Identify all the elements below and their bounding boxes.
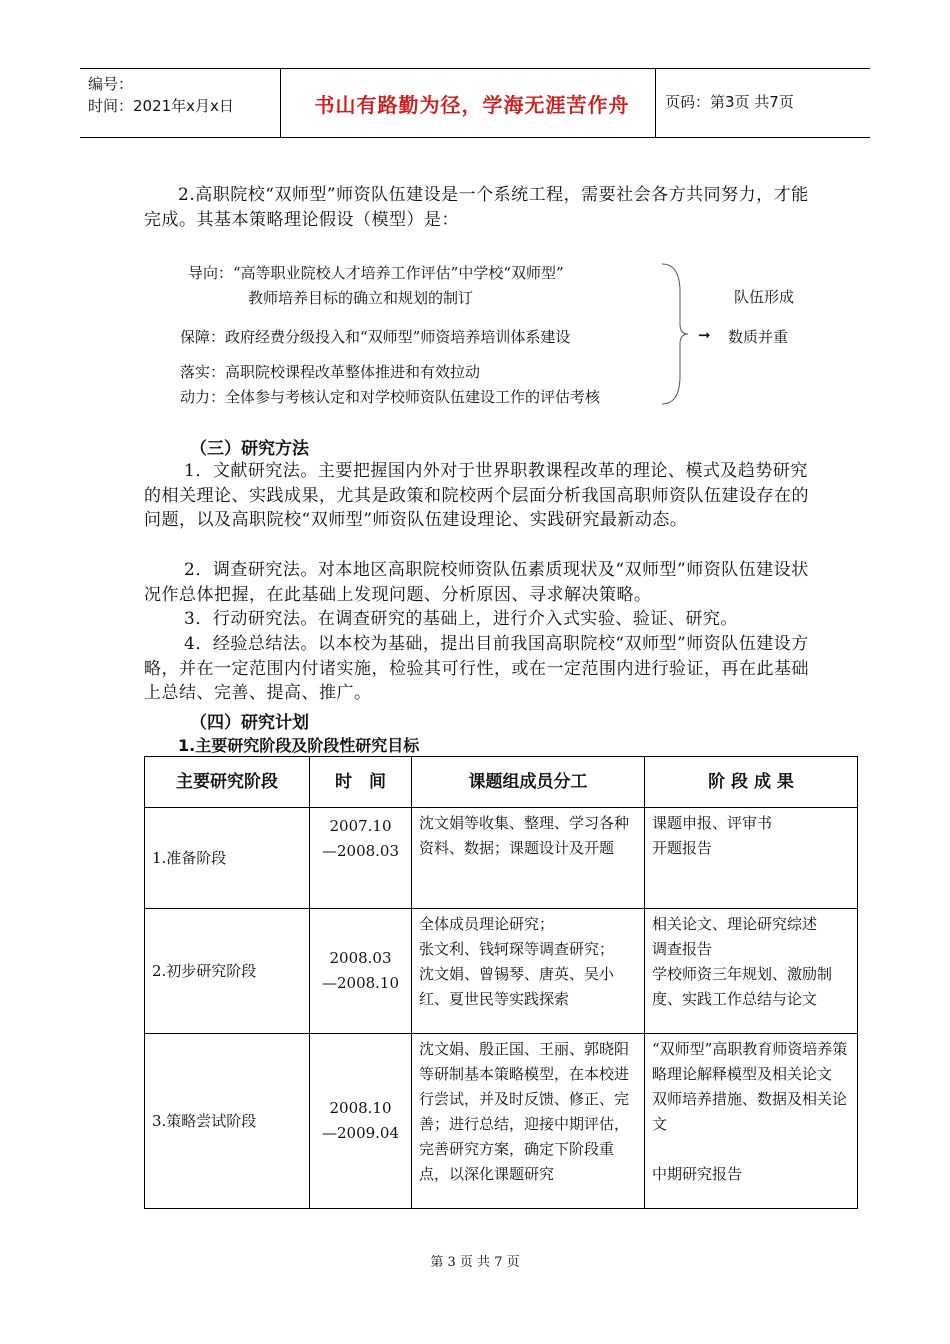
model-guide-line1: 导向：“高等职业院校人才培养工作评估”中学校“双师型” <box>188 264 564 282</box>
table-row <box>145 808 858 909</box>
model-guarantee: 保障：政府经费分级投入和“双师型”师资培养培训体系建设 <box>180 328 571 346</box>
model-result-line2: 数质并重 <box>728 328 789 346</box>
cell-time: 2008.10 —2009.04 <box>310 1034 412 1209</box>
method-item: 1．文献研究法。主要把握国内外对于世界职教课程改革的理论、模式及趋势研究的相关理论、实践成果，尤其是政策和院校两个层面分析我国高职师资队伍建设存在的问题，以及高职院校“双师型”师资队伍建设理论、实践研究最新动态。 <box>144 461 809 530</box>
header-divider <box>655 69 656 137</box>
table-header-row <box>145 757 858 808</box>
method-item: 4．经验总结法。以本校为基础，提出目前我国高职院校“双师型”师资队伍建设方略，并在一定范围内付诸实施，检验其可行性，或在一定范围内进行验证，再在此基础上总结、完善、提高、推广。 <box>144 634 809 703</box>
cell-result: 课题申报、评审书 开题报告 <box>645 808 858 909</box>
page-header <box>80 68 870 138</box>
section4-subtitle: 1.主要研究阶段及阶段性研究目标 <box>178 736 420 755</box>
cell-result: “双师型”高职教育师资培养策略理论解释模型及相关论文 双师培养措施、数据及相关论文 中期研究报告 <box>645 1034 858 1209</box>
header-time: 时 间 <box>310 757 412 808</box>
header-result: 阶 段 成 果 <box>645 757 858 808</box>
header-number-label: 编号： <box>88 75 134 93</box>
intro-paragraph: 2.高职院校“双师型”师资队伍建设是一个系统工程，需要社会各方共同努力，才能完成。其基本策略理论假设（模型）是： <box>144 185 809 230</box>
cell-time: 2008.03 —2008.10 <box>310 909 412 1034</box>
cell-division: 沈文娟、殷正国、王丽、郭晓阳等研制基本策略模型，在本校进行尝试，并及时反馈、修正、完善；进行总结，迎接中期评估，完善研究方案，确定下阶段重点，以深化课题研究 <box>412 1034 645 1209</box>
header-time-label: 时间：2021年x月x日 <box>88 97 234 115</box>
model-power: 动力：全体参与考核认定和对学校师资队伍建设工作的评估考核 <box>180 388 601 406</box>
cell-stage: 1.准备阶段 <box>145 808 310 909</box>
cell-division: 沈文娟等收集、整理、学习各种资料、数据；课题设计及开题 <box>412 808 645 909</box>
method-item: 2．调查研究法。对本地区高职院校师资队伍素质现状及“双师型”师资队伍建设状况作总体把握，在此基础上发现问题、分析原因、寻求解决策略。 <box>144 560 809 605</box>
header-stage: 主要研究阶段 <box>145 757 310 808</box>
header-divider <box>280 69 281 137</box>
section3-title: （三）研究方法 <box>190 439 309 459</box>
cell-division: 全体成员理论研究； 张文利、钱轲琛等调查研究； 沈文娟、曾锡琴、唐英、吴小红、夏世民等实践探索 <box>412 909 645 1034</box>
method-item: 3．行动研究法。在调查研究的基础上，进行介入式实验、验证、研究。 <box>184 609 738 629</box>
cell-stage: 2.初步研究阶段 <box>145 909 310 1034</box>
cell-time: 2007.10 —2008.03 <box>310 808 412 909</box>
research-plan-table <box>144 756 858 1209</box>
model-brace <box>660 262 690 407</box>
arrow-icon: ➞ <box>698 326 711 344</box>
model-result-line1: 队伍形成 <box>734 288 795 306</box>
header-meta <box>88 73 234 117</box>
model-implement: 落实：高职院校课程改革整体推进和有效拉动 <box>180 363 481 381</box>
header-motto: 书山有路勤为径，学海无涯苦作舟 <box>314 93 630 117</box>
section4-title: （四）研究计划 <box>190 713 309 733</box>
model-guide-line2: 教师培养目标的确立和规划的制订 <box>248 289 474 307</box>
table-row <box>145 1034 858 1209</box>
header-page-label: 页码：第3页 共7页 <box>665 93 794 111</box>
table-row <box>145 909 858 1034</box>
cell-stage: 3.策略尝试阶段 <box>145 1034 310 1209</box>
page-footer: 第 3 页 共 7 页 <box>430 1255 520 1270</box>
cell-result: 相关论文、理论研究综述 调查报告 学校师资三年规划、激励制度、实践工作总结与论文 <box>645 909 858 1034</box>
header-division: 课题组成员分工 <box>412 757 645 808</box>
